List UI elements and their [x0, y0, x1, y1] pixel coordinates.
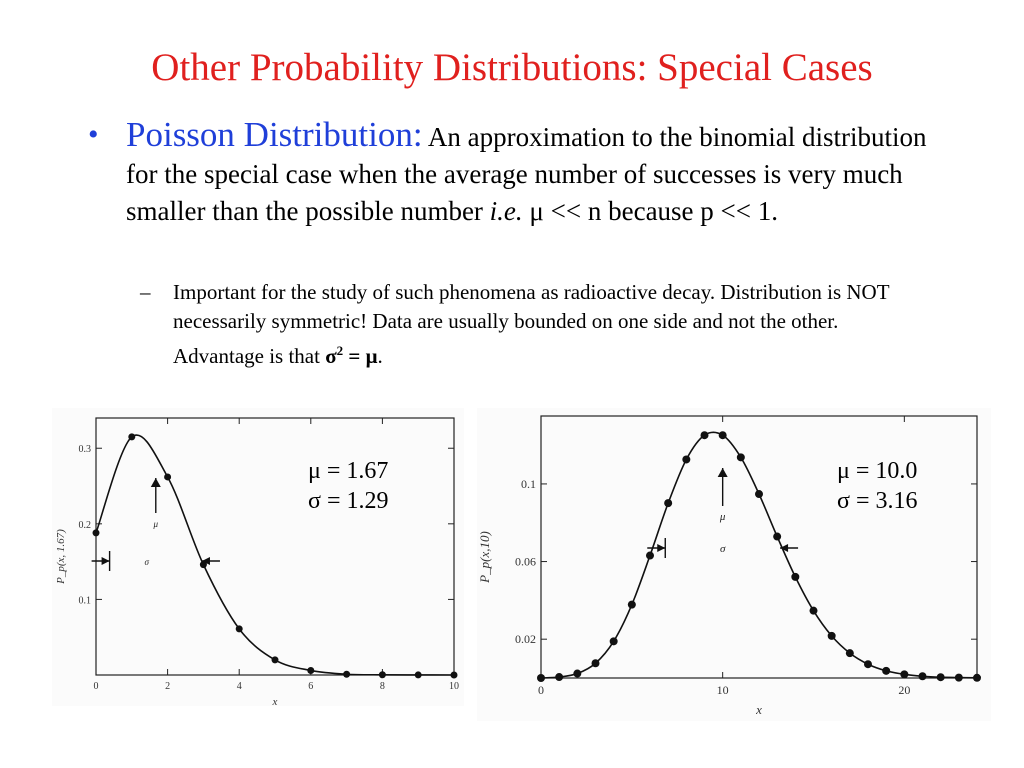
data-point [379, 671, 386, 678]
data-point [128, 433, 135, 440]
chart-left-annotation [308, 456, 388, 516]
poisson-chart-mu-1.67 [52, 408, 464, 706]
x-tick-label: 20 [898, 683, 911, 697]
x-axis-label: x [272, 696, 278, 706]
plot-frame [96, 418, 454, 675]
data-point [919, 672, 927, 680]
sigma-marker-label: σ [719, 543, 726, 555]
data-point [900, 670, 908, 678]
poisson-description: An approximation to the binomial distribution for the special case when the average number of successes is very much smaller than the possible number [126, 122, 927, 226]
y-tick-label: 0.3 [78, 444, 91, 456]
data-point [573, 670, 581, 678]
mean-marker-label: μ [719, 511, 726, 523]
sub-bullet-text: Important for the study of such phenomena as radioactive decay. Distribution is NOT necessarily symmetric! Data are usually bounded on one side and not the other. Advantage is that $\sigma^2 = \mu$. [173, 280, 890, 368]
mean-arrow-head [718, 468, 728, 477]
sub-bullet-body: Important for the study of such phenomena as radioactive decay. Distribution is NOT necessarily symmetric! Data are usually bounded on one side and not the other. Advantage is that [173, 280, 890, 368]
distribution-curve [96, 435, 454, 675]
data-point [537, 674, 545, 682]
data-point [846, 649, 854, 657]
mean-arrow-head [151, 478, 161, 487]
x-tick-label: 2 [165, 681, 171, 692]
data-point [737, 453, 745, 461]
y-axis-label: P_p(x, 1.67) [55, 529, 67, 584]
sub-bullet-dash: – [140, 280, 151, 304]
data-point [646, 552, 654, 560]
sigma-arrow-left-head [102, 557, 110, 565]
x-tick-label: 8 [379, 681, 385, 692]
y-tick-label: 0.1 [78, 595, 91, 607]
data-point [755, 490, 763, 498]
data-point [864, 660, 872, 668]
data-point [701, 431, 709, 439]
ie-abbrev: i.e. [489, 196, 523, 226]
data-point [236, 625, 243, 632]
chart-right-mu: μ = 10.0 [837, 458, 918, 484]
data-point [882, 667, 890, 675]
y-axis-label: P_p(x,10) [477, 531, 492, 583]
x-axis-label: x [756, 702, 762, 717]
y-tick-label: 0.02 [515, 632, 536, 647]
data-point [592, 659, 600, 667]
data-point [93, 529, 100, 536]
data-point [973, 674, 981, 682]
data-point [307, 667, 314, 674]
data-point [955, 674, 963, 682]
x-tick-label: 6 [308, 681, 314, 692]
data-point [610, 637, 618, 645]
y-tick-label: 0.06 [515, 554, 536, 569]
data-point [828, 632, 836, 640]
chart-left-sigma: σ = 1.29 [308, 488, 389, 514]
poisson-heading: Poisson Distribution: [126, 115, 423, 154]
data-point [164, 473, 171, 480]
data-point [664, 499, 672, 507]
slide-title: Other Probability Distributions: Special Cases [151, 46, 873, 89]
variance-equals-mean: $\sigma^2 = \mu$ [325, 343, 378, 368]
chart-left-mu: μ = 1.67 [308, 458, 389, 484]
x-tick-label: 0 [538, 683, 544, 697]
chart-right-sigma: σ = 3.16 [837, 488, 918, 514]
data-point [719, 431, 727, 439]
x-tick-label: 10 [449, 681, 459, 692]
data-point [810, 607, 818, 615]
data-point [415, 671, 422, 678]
y-tick-label: 0.1 [521, 476, 536, 491]
data-point [937, 673, 945, 681]
chart-left-panel [52, 408, 464, 706]
data-point [791, 573, 799, 581]
poisson-chart-mu-10 [477, 408, 991, 721]
sigma-marker-label: σ [144, 557, 150, 567]
data-point [272, 656, 279, 663]
data-point [555, 673, 563, 681]
mean-marker-label: μ [153, 519, 159, 529]
chart-right-panel [477, 408, 991, 721]
chart-right-annotation [837, 456, 917, 516]
poisson-condition: μ << n because p << 1. [529, 196, 778, 226]
bullet-dot-icon: • [88, 118, 99, 151]
x-tick-label: 0 [93, 681, 99, 692]
data-point [773, 533, 781, 541]
y-tick-label: 0.2 [78, 519, 91, 531]
data-point [682, 455, 690, 463]
data-point [628, 601, 636, 609]
x-tick-label: 4 [236, 681, 242, 692]
data-point [343, 671, 350, 678]
data-point [451, 672, 458, 679]
x-tick-label: 10 [716, 683, 729, 697]
main-bullet-text [126, 116, 956, 230]
sigma-arrow-left-head [657, 544, 665, 552]
